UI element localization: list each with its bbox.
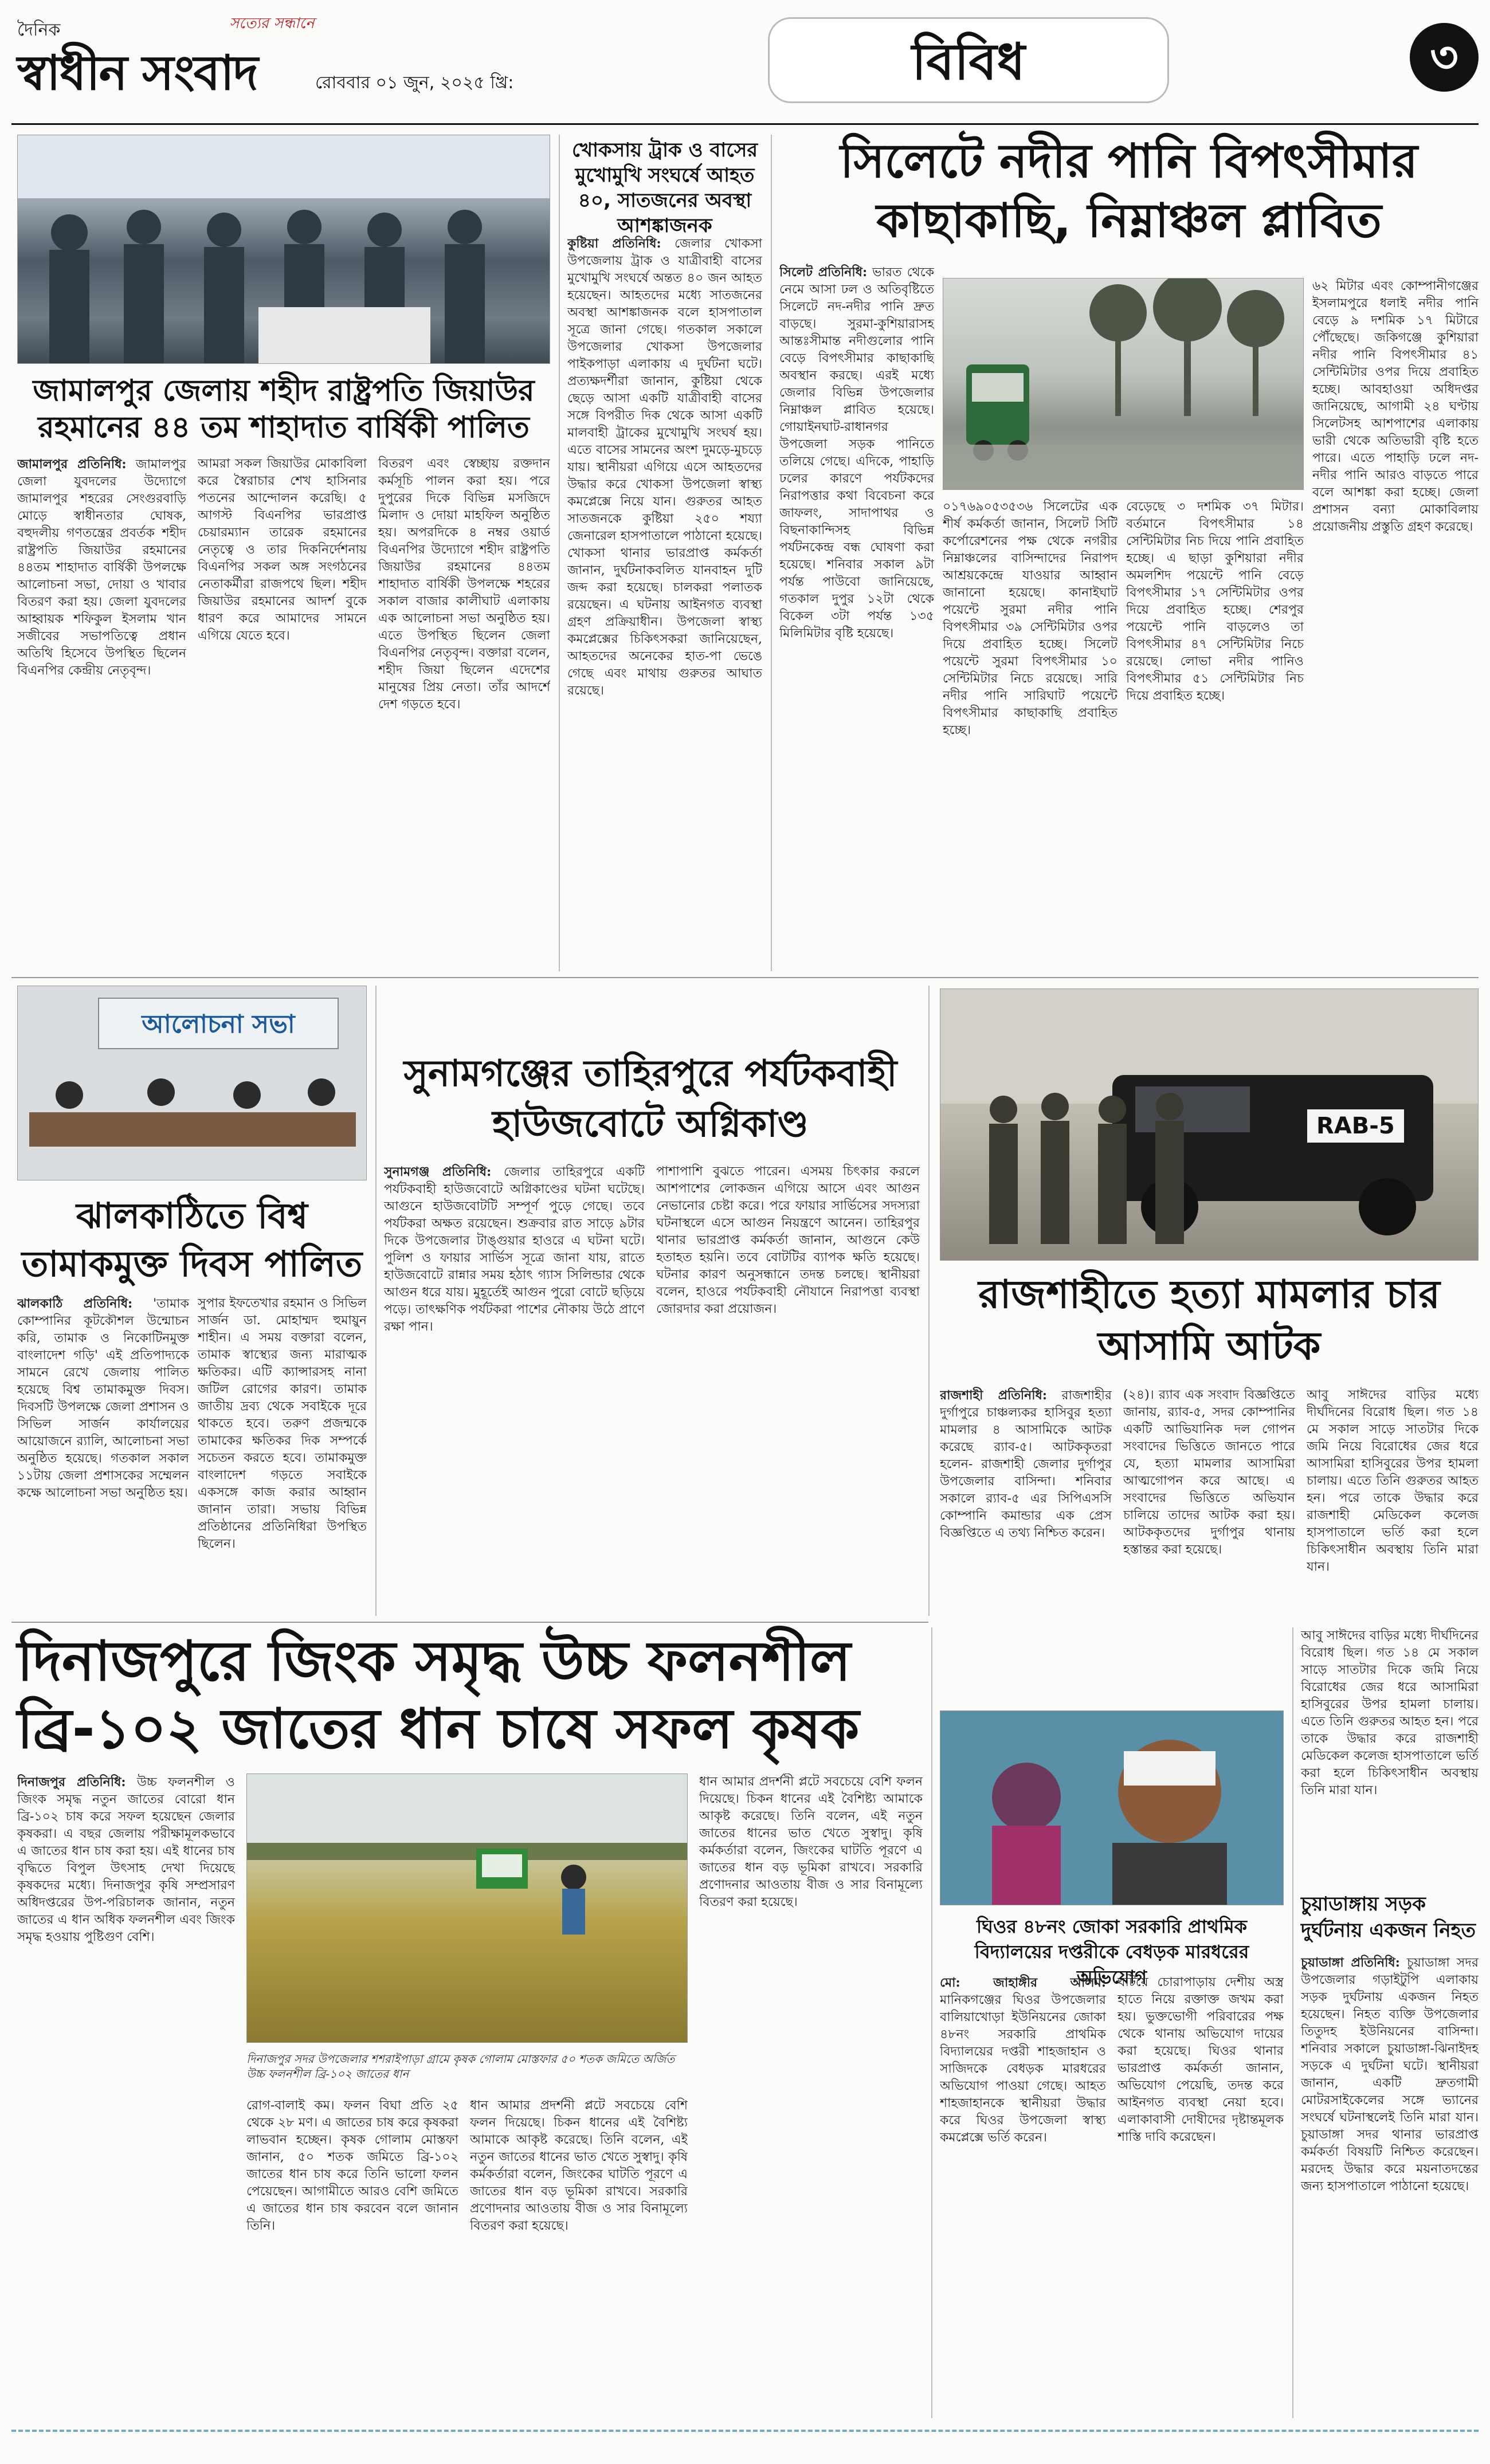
dinajpur-rice-photo [246, 1774, 688, 2043]
chuadanga-headline-line2: দুর্ঘটনায় একজন নিহত [1301, 1919, 1476, 1942]
publication-date: রোববার ০১ জুন, ২০২৫ খ্রি: [315, 73, 514, 93]
sunamganj-col2: পাশাপাশি বুঝতে পারেন। এসময় চিৎকার করলে আশপাশের লোকজন এগিয়ে আসে এবং আগুন নেভানোর চেষ্টা করে। পরে ফায়ার সার্ভিসের সদস্যরা ঘটনাস্থলে এসে আগুন নিয়ন্ত্রণে আনেন। তাহিরপুর থানার ভারপ্রাপ্ত কর্মকর্তা জানান, আগুনে কেউ হতাহত হয়নি। তবে বোটটির ব্যাপক ক্ষতি হয়েছে। ঘটনার কারণ অনুসন্ধানে তদন্ত চলছে। স্থানীয়রা বলেন, হাওরে পর্যটকবাহী নৌযানে নিরাপত্তা ব্যবস্থা জোরদার করা প্রয়োজন। [656, 1164, 920, 1316]
masthead-rule [11, 123, 1479, 125]
rajshahi-col3: আবু সাঈদের বাড়ির মধ্যে দীর্ঘদিনের বিরোধ ছিল। গত ১৪ মে সকাল সাড়ে সাতটার দিকে জমি নিয়ে বিরোধের জের ধরে আসামিরা হাসিবুরের উপর হামলা চালায়। এতে তিনি গুরুতর আহত হন। পরে তাকে উদ্ধার করে রাজশাহী মেডিকেল কলেজ হাসপাতালে ভর্তি করা হলে চিকিৎসাধীন অবস্থায় তিনি মারা যান। [1307, 1388, 1479, 1574]
truck-byline: কুষ্টিয়া প্রতিনিধি: [567, 236, 661, 251]
dinajpur-col3: ধান আমার প্রদর্শনী প্লটে সবচেয়ে বেশি ফলন দিয়েছে। চিকন ধানের এই বৈশিষ্ট্য আমাকে আকৃষ্ট করেছে। তিনি বলেন, এই নতুন জাতের ধানের ভাত খেতে সুস্বাদু। কৃষি কর্মকর্তারা বলেন, জিংকের ঘাটতি পূরণে এ জাতের ধান বড় ভূমিকা রাখবে। সরকারি প্রণোদনার আওতায় বীজ ও সার বিনামূল্যে বিতরণ করা হয়েছে। [470, 2098, 688, 2233]
sylhet-headline: সিলেটে নদীর পানি বিপৎসীমার কাছাকাছি, নিম্নাঞ্চল প্লাবিত [840, 134, 1418, 248]
jamalpur-col1 [17, 456, 186, 966]
sunamganj-headline: সুনামগঞ্জের তাহিরপুরে পর্যটকবাহী হাউজবোটে অগ্নিকাণ্ড [403, 1053, 897, 1145]
rajshahi-headline: রাজশাহীতে হত্যা মামলার চার আসামি আটক [978, 1272, 1440, 1369]
jamalpur-byline: জামালপুর প্রতিনিধি: [17, 457, 127, 472]
sylhet-col2: ০১৭৬৯০৫৩৫৩৬ সিলেটের এক শীর্ষ কর্মকর্তা জানান, সিলেট সিটি কর্পোরেশনের পক্ষ থেকে নগরীর নিম্নাঞ্চলের বাসিন্দাদের নিরাপদ আশ্রয়কেন্দ্রে যাওয়ার আহ্বান জানানো হয়েছে। কানাইঘাট পয়েন্টে সুরমা নদীর পানি বিপৎসীমার ৩৯ সেন্টিমিটার ওপর দিয়ে প্রবাহিত হচ্ছে। সিলেট পয়েন্টে সুরমা বিপৎসীমার ১০ সেন্টিমিটার নিচে রয়েছে। সারি নদীর পানি সারিঘাট পয়েন্টে বিপৎসীমার কাছাকাছি প্রবাহিত হচ্ছে। [943, 500, 1118, 737]
sunamganj-byline: সুনামগঞ্জ প্রতিনিধি: [384, 1164, 492, 1179]
dinajpur-col1 [17, 1774, 235, 2415]
sylhet-byline: সিলেট প্রতিনিধি: [779, 265, 868, 280]
sylhet-col3: বেড়েছে ৩ দশমিক ৩৭ মিটার। বর্তমানে বিপৎসীমার ১৪ সেন্টিমিটার নিচ দিয়ে পানি প্রবাহিত হচ্ছে। এ ছাড়া কুশিয়ারা নদীর অমলশিদ পয়েন্টে পানি বেড়ে বিপৎসীমার ১৭ সেন্টিমিটার ওপর দিয়ে প্রবাহিত হচ্ছে। শেরপুর পয়েন্টে পানি বাড়লেও তা বিপৎসীমার ৪৭ সেন্টিমিটার নিচে রয়েছে। লোভা নদীর পানিও বিপৎসীমার ৫১ সেন্টিমিটার নিচ দিয়ে প্রবাহিত হচ্ছে। [1126, 500, 1304, 703]
section-title-box [768, 17, 1169, 103]
masthead-prefix: দৈনিক [17, 20, 61, 40]
crowd-illustration [18, 135, 550, 364]
column-divider [559, 135, 560, 971]
sylhet-text-1: ভারত থেকে নেমে আসা ঢল ও অতিবৃষ্টিতে সিলেটে নদ-নদীর পানি দ্রুত বাড়ছে। সুরমা-কুশিয়ারাসহ আন্তঃসীমান্ত নদীগুলোর পানি বেড়ে বিপৎসীমার কাছাকাছি অবস্থান করছে। এরই মধ্যে জেলার বিভিন্ন উপজেলার নিম্নাঞ্চল প্লাবিত হয়েছে। গোয়াইনঘাট-রাধানগর উপজেলা সড়ক পানিতে তলিয়ে গেছে। এদিকে, পাহাড়ি ঢলের কারণে পর্যটকদের নিরাপত্তার কথা বিবেচনা করে জাফলং, সাদাপাথর ও বিছনাকান্দিসহ বিভিন্ন পর্যটনকেন্দ্র বন্ধ ঘোষণা করা হয়েছে। শনিবার সকাল ৯টা পর্যন্ত পাউবো জানিয়েছে, গতকাল দুপুর ১২টা থেকে বিকেল ৩টা পর্যন্ত ১৩৫ মিলিমিটার বৃষ্টি হয়েছে। [779, 265, 934, 641]
rajshahi-text-1: রাজশাহীর দুর্গাপুরে চাঞ্চল্যকর হাসিবুর হত্যা মামলার ৪ আসামিকে আটক করেছে র‍্যাব-৫। আটককৃতরা হলেন- রাজশাহী জেলার দুর্গাপুর উপজেলার বাসিন্দা। শনিবার সকালে র‍্যাব-৫ এর সিপিএসসি কোম্পানি কমান্ডার এক প্রেস বিজ্ঞপ্তিতে এ তথ্য নিশ্চিত করেন। [940, 1388, 1112, 1540]
rajshahi-col1 [940, 1387, 1112, 1616]
column-divider [928, 986, 930, 1616]
jamalpur-col3: বিতরণ এবং স্বেচ্ছায় রক্তদান কর্মসূচি পালন করা হয়। পরে দুপুরের দিকে বিভিন্ন মসজিদে মিলাদ ও দোয়া মাহফিল অনুষ্ঠিত হয়। অপরদিকে ৪ নম্বর ওয়ার্ড বিএনপির উদ্যোগে শহীদ রাষ্ট্রপতি জিয়াউর রহমানের ৪৪তম শাহাদাত বার্ষিকী উপলক্ষে শহরের সকাল বাজার কালীঘাট এলাকায় এক আলোচনা সভা অনুষ্ঠিত হয়। এতে উপস্থিত ছিলেন জেলা বিএনপির নেতৃবৃন্দ। বক্তারা বলেন, শহীদ জিয়া ছিলেন এদেশের মানুষের প্রিয় নেতা। তাঁর আদর্শে দেশ গড়তে হবে। [378, 457, 550, 712]
chuadanga-body [1301, 1954, 1479, 2415]
masthead [11, 6, 1479, 120]
dinajpur-photo-caption: দিনাজপুর সদর উপজেলার শশরাইপাড়া গ্রামে কৃষক গোলাম মোস্তফার ৫০ শতক জমিতে অর্জিত উচ্চ ফলনশীল ব্রি-১০২ জাতের ধান [246, 2052, 675, 2081]
page-number: ৩ [1430, 32, 1458, 83]
jhalokathi-byline: ঝালকাঠি প্রতিনিধি: [17, 1296, 133, 1311]
rab-badge: RAB-5 [1307, 1109, 1404, 1143]
section-rule [11, 977, 1479, 978]
column-divider [375, 986, 377, 1616]
truck-body [567, 235, 762, 968]
ghior-col1 [940, 1974, 1106, 2415]
column-divider [931, 1627, 932, 2418]
jhalokathi-col1 [17, 1295, 189, 1616]
column-divider [771, 135, 772, 971]
dinajpur-text-4a: ধান আমার প্রদর্শনী প্লটে সবচেয়ে বেশি ফলন দিয়েছে। চিকন ধানের এই বৈশিষ্ট্য আমাকে আকৃষ্ট করেছে। তিনি বলেন, এই নতুন জাতের ধানের ভাত খেতে সুস্বাদু। কৃষি কর্মকর্তারা বলেন, জিংকের ঘাটতি পূরণে এ জাতের ধান বড় ভূমিকা রাখবে। সরকারি প্রণোদনার আওতায় বীজ ও সার বিনামূল্যে বিতরণ করা হয়েছে। [699, 1775, 923, 1909]
jhalokathi-col2: সুপার ইফতেখার রহমান ও সিভিল সার্জন ডা. মোহাম্মদ হুমায়ুন শাহীন। এ সময় বক্তারা বলেন, তামাক স্বাস্থ্যের জন্য মারাত্মক ক্ষতিকর। এটি ক্যান্সারসহ নানা জটিল রোগের কারণ। তামাক জাতীয় দ্রব্য থেকে সবাইকে দূরে থাকতে হবে। তরুণ প্রজন্মকে তামাকের ক্ষতিকর দিক সম্পর্কে সচেতন করতে হবে। তামাকমুক্ত বাংলাদেশ গড়তে সবাইকে একসঙ্গে কাজ করার আহ্বান জানান তারা। সভায় বিভিন্ন প্রতিষ্ঠানের প্রতিনিধিরা উপস্থিত ছিলেন। [198, 1296, 367, 1551]
sunamganj-text-1: জেলার তাহিরপুরে একটি পর্যটকবাহী হাউজবোটে অগ্নিকাণ্ডের ঘটনা ঘটেছে। আগুনে হাউজবোটটি সম্পূর্ণ পুড়ে গেছে। তবে পর্যটকরা অক্ষত রয়েছেন। শুক্রবার রাত সাড়ে ৯টার দিকে উপজেলার টাঙ্গুয়ার হাওরে এ ঘটনা ঘটে। পুলিশ ও ফায়ার সার্ভিস সূত্রে জানা যায়, রাতে হাউজবোটে রান্নার সময় হঠাৎ গ্যাস সিলিন্ডার থেকে আগুন ধরে যায়। মুহূর্তেই আগুন পুরো বোটে ছড়িয়ে পড়ে। তাৎক্ষণিক পর্যটকরা পাশের নৌকায় উঠে প্রাণে রক্ষা পান। [384, 1165, 645, 1334]
flood-road-illustration [943, 278, 1304, 490]
truck-text: জেলার খোকসা উপজেলায় ট্রাক ও যাত্রীবাহী বাসের মুখোমুখি সংঘর্ষে অন্তত ৪০ জন আহত হয়েছেন। আহতদের মধ্যে সাতজনের অবস্থা আশঙ্কাজনক বলে হাসপাতাল সূত্রে জানা গেছে। গতকাল সকালে উপজেলার খোকসা উপজেলার পাইকপাড়া এলাকায় এ দুর্ঘটনা ঘটে। প্রত্যক্ষদর্শীরা জানান, কুষ্টিয়া থেকে ছেড়ে আসা একটি যাত্রীবাহী বাসের সঙ্গে বিপরীত দিক থেকে আসা একটি মালবাহী ট্রাকের মুখোমুখি সংঘর্ষ হয়। এতে বাসের সামনের অংশ দুমড়ে-মুচড়ে যায়। স্থানীয়রা এগিয়ে এসে আহতদের উদ্ধার করে খোকসা উপজেলা স্বাস্থ্য কমপ্লেক্সে নিয়ে যান। গুরুতর আহত সাতজনকে কুষ্টিয়া ২৫০ শয্যা জেনারেল হাসপাতালে পাঠানো হয়েছে। খোকসা থানার ভারপ্রাপ্ত কর্মকর্তা জানান, দুর্ঘটনাকবলিত যানবাহন দুটি জব্দ করা হয়েছে। চালকরা পলাতক রয়েছেন। এ ঘটনায় আইনগত ব্যবস্থা গ্রহণ প্রক্রিয়াধীন। উপজেলা স্বাস্থ্য কমপ্লেক্সের চিকিৎসকরা জানিয়েছেন, আহতদের অনেকের হাত-পা ভেঙে গেছে এবং মাথায় গুরুতর আঘাত রয়েছে। [567, 237, 762, 698]
jamalpur-text-1: জামালপুর জেলা যুবদলের উদ্যোগে জামালপুর শহরের সেংগুরবাড়ি মোড়ে স্বাধীনতার ঘোষক, বহুদলীয় গণতন্ত্রের প্রবর্তক শহীদ রাষ্ট্রপতি জিয়াউর রহমানের ৪৪তম শাহাদাত বার্ষিকী উপলক্ষে আলোচনা সভা, দোয়া ও খাবার বিতরণ করা হয়। জেলা যুবদলের আহ্বায়ক শফিকুল ইসলাম খান সজীবের সভাপতিত্বে প্রধান অতিথি হিসেবে উপস্থিত ছিলেন বিএনপির কেন্দ্রীয় নেতৃবৃন্দ। [17, 457, 186, 678]
footer-dashed-rule [11, 2430, 1479, 2432]
rajshahi-col3-cont [1301, 1627, 1479, 1891]
rajshahi-photo [940, 988, 1479, 1261]
seminar-illustration [18, 986, 367, 1180]
sunamganj-col1 [384, 1163, 645, 1616]
seminar-banner-text: আলোচনা সভা [142, 1010, 295, 1039]
jamalpur-headline: জামালপুর জেলায় শহীদ রাষ্ট্রপতি জিয়াউর রহমানের ৪৪ তম শাহাদাত বার্ষিকী পালিত [33, 374, 535, 445]
sylhet-flood-photo [943, 278, 1304, 490]
victim-portrait-illustration [940, 1711, 1284, 1905]
jamalpur-photo [17, 135, 550, 364]
dinajpur-col4 [699, 1774, 923, 2415]
chuadanga-headline-line1: চুয়াডাঙ্গায় সড়ক [1301, 1893, 1426, 1916]
column-divider [1292, 1627, 1293, 2418]
ghior-text-1: মানিকগঞ্জের ঘিওর উপজেলার বালিয়াখোড়া ইউনিয়নের জোকা ৪৮নং সরকারি প্রাথমিক বিদ্যালয়ের দপ্তরী শাহজাহান ও সাজিদকে বেধড়ক মারধরের অভিযোগ পাওয়া গেছে। আহত শাহজাহানকে স্থানীয়রা উদ্ধার করে ঘিওর উপজেলা স্বাস্থ্য কমপ্লেক্সে ভর্তি করেন। [940, 1993, 1106, 2145]
dinajpur-headline: দিনাজপুরে জিংক সমৃদ্ধ উচ্চ ফলনশীল ব্রি-১০২ জাতের ধান চাষে সফল কৃষক [17, 1629, 860, 1761]
dinajpur-text-1: উচ্চ ফলনশীল ও জিংক সমৃদ্ধ নতুন জাতের বোরো ধান ব্রি-১০২ চাষ করে সফল হয়েছেন জেলার কৃষকরা। এ বছর জেলায় পরীক্ষামূলকভাবে এ জাতের ধান চাষ করা হয়। এই ধানের চাষ বৃদ্ধিতে বিপুল উৎসাহ দেখা দিয়েছে কৃষকদের মধ্যে। দিনাজপুর কৃষি সম্প্রসারণ অধিদপ্তরের উপ-পরিচালক জানান, নতুন জাতের এ ধান অধিক ফলনশীল এবং জিংক সমৃদ্ধ হওয়ায় পুষ্টিগুণ বেশি। [17, 1775, 235, 1944]
chuadanga-byline: চুয়াডাঙ্গা প্রতিনিধি: [1301, 1955, 1400, 1970]
ghior-col2: ঘটিয়ে চোরাপাড়ায় দেশীয় অস্ত্র হাতে নিয়ে রক্তাক্ত জখম করা হয়। ভুক্তভোগী পরিবারের পক্ষ থেকে থানায় অভিযোগ দায়ের করা হয়েছে। ঘিওর থানার ভারপ্রাপ্ত কর্মকর্তা জানান, অভিযোগ পেয়েছি, তদন্ত করে আইনগত ব্যবস্থা নেয়া হবে। এলাকাবাসী দোষীদের দৃষ্টান্তমূলক শাস্তি দাবি করেছেন। [1118, 1975, 1284, 2144]
dinajpur-byline: দিনাজপুর প্রতিনিধি: [17, 1775, 126, 1790]
sylhet-col1 [779, 264, 934, 968]
section-title: বিবিধ [912, 32, 1025, 91]
chuadanga-text: চুয়াডাঙ্গা সদর উপজেলার গড়াইটুপি এলাকায় সড়ক দুর্ঘটনায় একজন নিহত হয়েছেন। নিহত ব্যক্তি উপজেলার তিতুদহ ইউনিয়নের বাসিন্দা। শনিবার সকালে চুয়াডাঙ্গা-ঝিনাইদহ সড়কে এ দুর্ঘটনা ঘটে। স্থানীয়রা জানান, একটি দ্রুতগামী মোটরসাইকেলের সঙ্গে ভ্যানের সংঘর্ষে ঘটনাস্থলেই তিনি মারা যান। চুয়াডাঙ্গা সদর থানার ভারপ্রাপ্ত কর্মকর্তা বিষয়টি নিশ্চিত করেছেন। মরদেহ উদ্ধার করে ময়নাতদন্তের জন্য হাসপাতালে পাঠানো হয়েছে। [1301, 1956, 1479, 2194]
rice-field-illustration [247, 1774, 688, 2043]
section-rule [11, 1622, 928, 1623]
ghior-headline: ঘিওর ৪৮নং জোকা সরকারি প্রাথমিক বিদ্যালয়ের দপ্তরীকে বেধড়ক মারধরের অভিযোগ [974, 1916, 1249, 1988]
rajshahi-byline: রাজশাহী প্রতিনিধি: [940, 1388, 1047, 1403]
rajshahi-text-cont: আবু সাঈদের বাড়ির মধ্যে দীর্ঘদিনের বিরোধ ছিল। গত ১৪ মে সকাল সাড়ে সাতটার দিকে জমি নিয়ে বিরোধের জের ধরে আসামিরা হাসিবুরের উপর হামলা চালায়। এতে তিনি গুরুতর আহত হন। পরে তাকে উদ্ধার করে রাজশাহী মেডিকেল কলেজ হাসপাতালে ভর্তি করা হলে চিকিৎসাধীন অবস্থায় তিনি মারা যান। [1301, 1629, 1479, 1798]
dinajpur-col2: রোগ-বালাই কম। ফলন বিঘা প্রতি ২৫ থেকে ২৮ মণ। এ জাতের চাষ করে কৃষকরা লাভবান হচ্ছেন। কৃষক গোলাম মোস্তফা জানান, ৫০ শতক জমিতে ব্রি-১০২ জাতের ধান চাষ করে তিনি ভালো ফলন পেয়েছেন। আগামীতে আরও বেশি জমিতে এ জাতের ধান চাষ করবেন বলে জানান তিনি। [246, 2098, 458, 2233]
jamalpur-col2: আমরা সকল জিয়াউর মোকাবিলা করে স্বৈরাচার শেখ হাসিনার পতনের আন্দোলন করেছি। ৫ আগস্ট বিএনপির ভারপ্রাপ্ত চেয়ারম্যান তারেক রহমানের নেতৃত্বে ও তার দিকনির্দেশনায় বিএনপির সকল অঙ্গ সংগঠনের নেতাকর্মীরা রাজপথে ছিল। শহীদ জিয়াউর রহমানের আদর্শ বুকে ধারণ করে আমাদের সামনে এগিয়ে যেতে হবে। [198, 457, 367, 643]
masthead-tagline: সত্যের সন্ধানে [229, 15, 315, 32]
jhalokathi-photo [17, 986, 367, 1180]
masthead-title: স্বাধীন সংবাদ [17, 45, 257, 101]
truck-headline: খোকসায় ট্রাক ও বাসের মুখোমুখি সংঘর্ষে আহত ৪০, সাতজনের অবস্থা আশঙ্কাজনক [571, 139, 758, 237]
ghior-photo [940, 1710, 1284, 1905]
jhalokathi-text-1: 'তামাক কোম্পানির কূটকৌশল উন্মোচন করি, তামাক ও নিকোটিনমুক্ত বাংলাদেশ গড়ি' এই প্রতিপাদ্যকে সামনে রেখে জেলায় পালিত হয়েছে বিশ্ব তামাকমুক্ত দিবস। দিবসটি উপলক্ষে জেলা প্রশাসন ও সিভিল সার্জন কার্যালয়ের আয়োজনে র‍্যালি, আলোচনা সভা অনুষ্ঠিত হয়েছে। গতকাল সকাল ১১টায় জেলা প্রশাসকের সম্মেলন কক্ষে আলোচনা সভা অনুষ্ঠিত হয়। [17, 1297, 189, 1500]
jhalokathi-headline: ঝালকাঠিতে বিশ্ব তামাকমুক্ত দিবস পালিত [21, 1195, 363, 1285]
ghior-byline: মো: জাহাঙ্গীর আলম: [940, 1975, 1106, 1990]
sylhet-col4: ৬২ মিটার এবং কোম্পানীগঞ্জের ইসলামপুরে ধলাই নদীর পানি বেড়ে ৯ দশমিক ১৭ মিটারে পৌঁছেছে। জকিগঞ্জে কুশিয়ারা নদীর পানি বিপৎসীমার ৪১ সেন্টিমিটার ওপর দিয়ে প্রবাহিত হচ্ছে। আবহাওয়া অধিদপ্তর জানিয়েছে, আগামী ২৪ ঘণ্টায় সিলেটসহ আশপাশের এলাকায় ভারী থেকে অতিভারী বৃষ্টি হতে পারে। এতে পাহাড়ি ঢলে নদ-নদীর পানি আরও বাড়তে পারে বলে আশঙ্কা করা হচ্ছে। জেলা প্রশাসন বন্যা মোকাবিলায় প্রয়োজনীয় প্রস্তুতি গ্রহণ করেছে। [1312, 279, 1479, 534]
rajshahi-col2: (২৪)। র‍্যাব এক সংবাদ বিজ্ঞপ্তিতে জানায়, র‍্যাব-৫, সদর কোম্পানির একটি আভিযানিক দল গোপন সংবাদের ভিত্তিতে জানতে পারে যে, হত্যা মামলার আসামিরা আত্মগোপন করে আছে। এ সংবাদের ভিত্তিতে অভিযান চালিয়ে তাদের আটক করা হয়। আটককৃতদের দুর্গাপুর থানায় হস্তান্তর করা হয়েছে। [1123, 1388, 1295, 1557]
page-number-badge [1410, 23, 1479, 92]
